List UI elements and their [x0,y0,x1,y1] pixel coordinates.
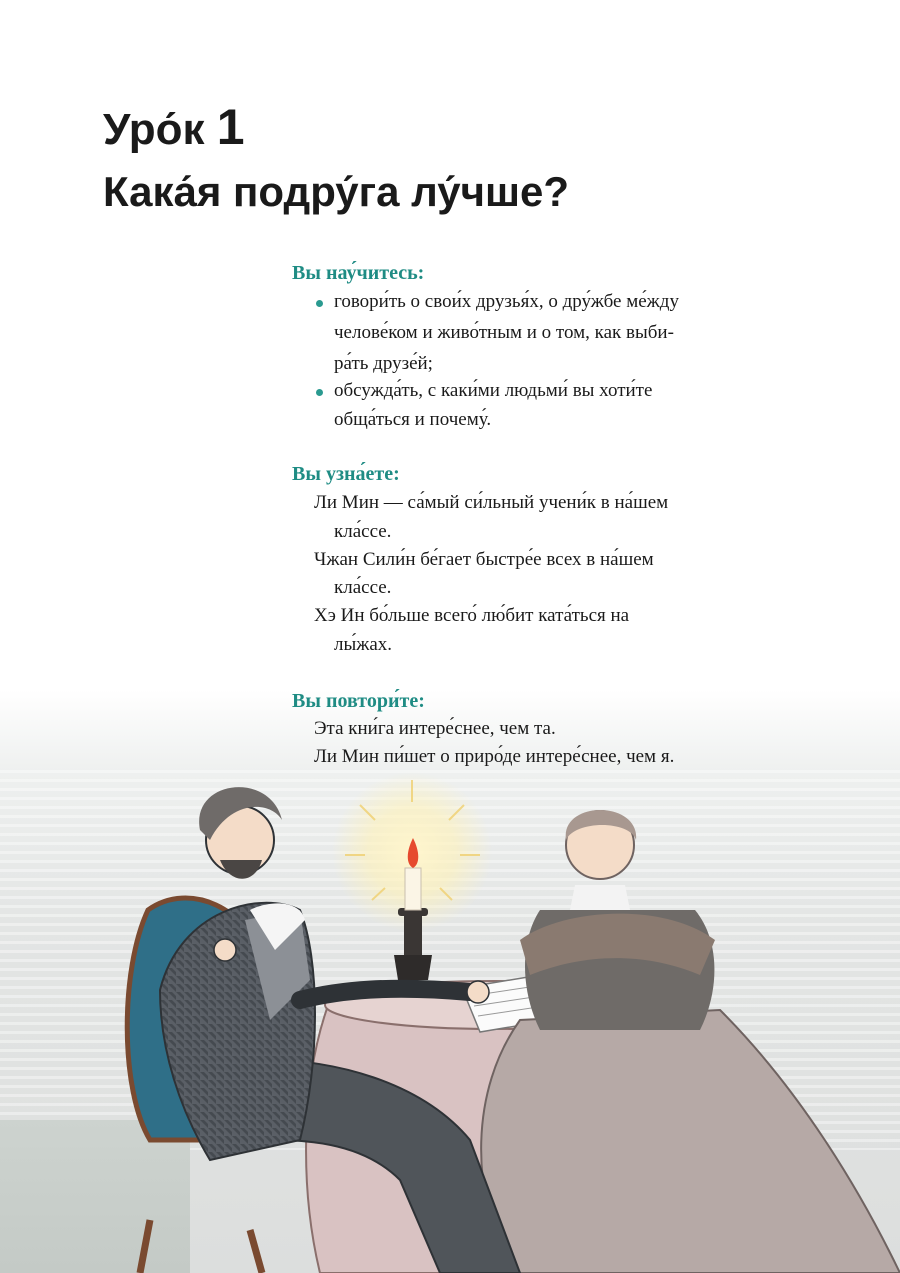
repeat-sentence: Ли Мин пи́шет о приро́де интере́снее, чем я. [314,746,675,767]
find-out-sentence-line: Ли Мин — са́мый си́льный учени́к в на́шем [314,492,669,513]
lesson-label: Уро́к [103,105,205,154]
bullet-icon [316,389,323,396]
find-out-sentence-line: лы́жах. [334,634,393,655]
bullet-icon [316,300,323,307]
lesson-heading [103,98,245,156]
lesson-illustration [0,760,900,1273]
find-out-sentence-line: Хэ Ин бо́льше всего́ лю́бит ката́ться на [314,605,630,626]
woman-figure [481,810,900,1273]
section-repeat-heading: Вы повтори́те: [292,690,425,712]
section-find-out-heading: Вы узна́ете: [292,463,400,485]
lesson-title: Кака́я подру́га лу́чше? [103,168,570,215]
learn-item1-line: говори́ть о свои́х друзья́х, о дру́жбе ме́жду [334,291,679,312]
learn-item2-line: обсужда́ть, с каки́ми людьми́ вы хоти́те [334,380,653,401]
lesson-number: 1 [216,99,245,155]
repeat-sentence: Эта кни́га интере́снее, чем та. [314,718,556,739]
find-out-sentence-line: кла́ссе. [334,521,392,542]
section-learn-heading: Вы нау́читесь: [292,262,425,284]
find-out-sentence-line: Чжан Сили́н бе́гает быстре́е всех в на́шем [314,549,654,570]
learn-item2-line: обща́ться и почему́. [334,409,492,430]
learn-item1-line: челове́ком и живо́тным и о том, как выби- [334,322,674,343]
learn-item1-line: ра́ть друзе́й; [334,353,433,374]
find-out-sentence-line: кла́ссе. [334,577,392,598]
